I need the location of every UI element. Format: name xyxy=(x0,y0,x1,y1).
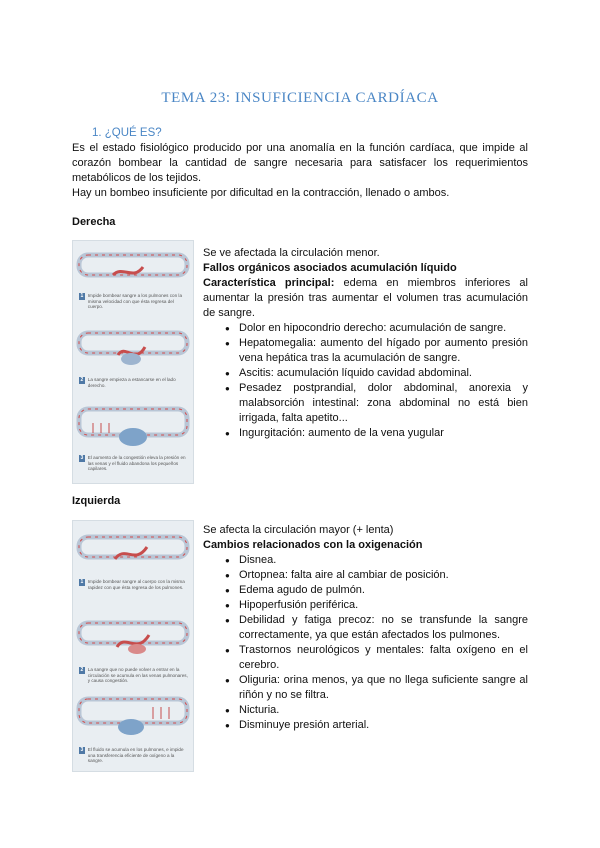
circulation-diagram xyxy=(73,403,193,451)
figure-caption: 3 El fluido se acumula en los pulmones, e impide una transferencia eficiente de oxígeno a la sangre. xyxy=(80,747,184,764)
lead-text: Se ve afectada la circulación menor. xyxy=(203,247,380,259)
list-item: ● Dolor en hipocondrio derecho: acumulación de sangre. xyxy=(203,321,528,336)
derecha-illustration xyxy=(72,240,194,484)
page-title: TEMA 23: INSUFICIENCIA CARDÍACA xyxy=(161,90,439,106)
list-item: ● Edema agudo de pulmón. xyxy=(203,583,528,598)
list-item: ● Disminuye presión arterial. xyxy=(203,718,528,733)
derecha-heading: Derecha xyxy=(72,216,116,228)
circulation-diagram xyxy=(73,693,193,741)
circulation-diagram xyxy=(73,529,193,571)
list-item: ● Ortopnea: falta aire al cambiar de posición. xyxy=(203,568,528,583)
circulation-diagram xyxy=(73,615,193,663)
izquierda-text xyxy=(203,523,528,733)
list-item: ● Hipoperfusión periférica. xyxy=(203,598,528,613)
section-heading: 1. ¿QUÉ ES? xyxy=(92,127,162,139)
list-item: ● Ascitis: acumulación líquido cavidad abdominal. xyxy=(203,366,528,381)
list-item: ● Ingurgitación: aumento de la vena yugular xyxy=(203,426,528,441)
figure-caption: 1 Impide bombear sangre a los pulmones con la misma velocidad con que ésta regresa del cuerpo. xyxy=(80,293,183,310)
izquierda-heading: Izquierda xyxy=(72,495,121,507)
list-item: ● Pesadez postprandial, dolor abdominal, anorexia y malabsorción intestinal: zona abdominal no está bien irrigada, falta apetito... xyxy=(203,381,528,426)
figure-caption: 2 La sangre empieza a estancarse en el lado derecho. xyxy=(80,377,176,388)
intro-paragraph xyxy=(72,141,528,201)
circulation-diagram xyxy=(73,325,193,370)
symptom-list xyxy=(203,321,528,441)
list-item: ● Oliguria: orina menos, ya que no llega suficiente sangre al riñón y no se filtra. xyxy=(203,673,528,703)
list-item: ● Disnea. xyxy=(203,553,528,568)
subtitle: Cambios relacionados con la oxigenación xyxy=(203,539,423,551)
circulation-diagram xyxy=(73,247,193,287)
intro-line: Es el estado fisiológico producido por una anomalía en la función cardíaca, que impide al corazón bombear la cantidad de sangre necesaria para satisfacer los requerimientos metabólicos de los tejidos. xyxy=(72,142,528,184)
list-item: ● Trastornos neurológicos y mentales: falta oxígeno en el cerebro. xyxy=(203,643,528,673)
intro-line: Hay un bombeo insuficiente por dificultad en la contracción, llenado o ambos. xyxy=(72,187,450,199)
key-feature: Característica principal: edema en miembros inferiores al aumentar la presión tras aumentar el volumen tras acumulación de sangre. xyxy=(203,277,528,319)
list-item: ● Nicturia. xyxy=(203,703,528,718)
figure-caption: 1 Impide bombear sangre al cuerpo con la misma rapidez con que ésta regresa de los pulmones. xyxy=(80,579,185,590)
list-item: ● Debilidad y fatiga precoz: no se transfunde la sangre correctamente, ya que están afectados los pulmones. xyxy=(203,613,528,643)
figure-caption: 3 El aumento de la congestión eleva la presión en las venas y el fluido abandona los pequeños capilares. xyxy=(80,455,186,472)
symptom-list xyxy=(203,553,528,733)
izquierda-illustration xyxy=(72,520,194,772)
lead-text: Se afecta la circulación mayor (+ lenta) xyxy=(203,524,394,536)
list-item: ● Hepatomegalia: aumento del hígado por aumento presión vena hepática tras la acumulación de sangre. xyxy=(203,336,528,366)
subtitle: Fallos orgánicos asociados acumulación líquido xyxy=(203,262,457,274)
derecha-text xyxy=(203,246,528,441)
figure-caption: 2 La sangre que no puede volver a entrar en la circulación se acumula en las venas pulmonares, y causa congestión. xyxy=(80,667,188,684)
